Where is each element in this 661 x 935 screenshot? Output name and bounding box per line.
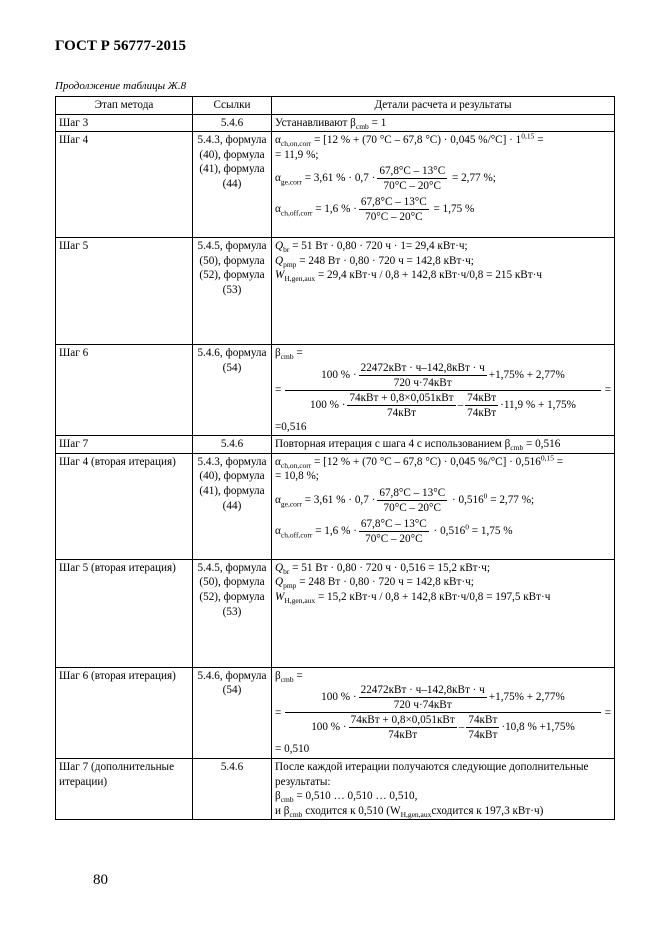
ref-cell: 5.4.6 bbox=[193, 436, 272, 454]
stage-cell: Шаг 6 bbox=[56, 345, 193, 436]
stage-cell: Шаг 3 bbox=[56, 114, 193, 132]
formula-line: $W_{H,gen,aux} = 15,2$ кВт·ч / 0,8 + 142,8 кВт·ч/0,8 = 197,5 кВт·ч bbox=[275, 590, 551, 606]
table-row bbox=[56, 436, 615, 454]
details-cell bbox=[272, 345, 615, 436]
formula-line: = 11,9 %; bbox=[275, 148, 319, 161]
details-cell bbox=[272, 667, 615, 758]
stage-cell: Шаг 6 (вторая итерация) bbox=[56, 667, 193, 758]
fraction: 100 % · $\frac{\text{22472кВт · ч–142,8кВт · ч}}{\text{720 ч·74кВт}}$ +1,75% + 2,77% 100 % · $\frac{\text{74кВт + 0,8×0,051кВт}}{\text{74кВт}}$ – $\frac{\text{74кВт}}{\text{74кВт}}$ ·11,9 % + 1,75% bbox=[285, 361, 600, 420]
table-row bbox=[56, 559, 615, 667]
column-header-refs: Ссылки bbox=[193, 97, 272, 115]
fraction: $\frac{67,8^\circ C - 13^\circ C}{70^\circ C - 20^\circ C}$ bbox=[360, 517, 427, 545]
stage-cell: Шаг 7 (дополнительные итерации) bbox=[56, 758, 193, 819]
formula-line: = 10,8 %; bbox=[275, 470, 319, 483]
ref-cell: 5.4.5, формула (50), формула (52), формула (53) bbox=[193, 238, 272, 345]
details-cell bbox=[272, 559, 615, 667]
calculation-table bbox=[55, 96, 615, 820]
table-row bbox=[56, 758, 615, 819]
details-cell bbox=[272, 758, 615, 819]
formula-line: $Q_{br} = 51$ Вт · 0,80 · 720 ч · 0,516 = 15,2 кВт·ч; bbox=[275, 561, 491, 577]
formula-line: $Q_{pmp} = 248$ Вт · 0,80 · 720 ч = 142,8 кВт·ч; bbox=[275, 254, 474, 269]
stage-cell: Шаг 7 bbox=[56, 436, 193, 454]
formula-line: $Q_{pmp} = 248$ Вт · 0,80 · 720 ч = 142,8 кВт·ч; bbox=[275, 576, 474, 591]
big-fraction-formula: = 100 % · $\frac{\text{22472кВт · ч–142,8кВт · ч}}{\text{720 ч·74кВт}}$ +1,75% + 2,77% 100 % · $\frac{\text{74кВт + 0,8×0,051кВт}}{\text{74кВт}}$ – $\frac{\text{74кВт}}{\text{74кВт}}$ ·10,8 % +1,75% = bbox=[275, 684, 611, 742]
table-row bbox=[56, 114, 615, 132]
document-header: ГОСТ Р 56777-2015 bbox=[55, 38, 187, 54]
details-cell bbox=[272, 453, 615, 559]
table-row bbox=[56, 238, 615, 345]
formula-line: $\beta_{cmb} = 0,510$ … 0,510 … 0,510, bbox=[275, 790, 418, 805]
formula-line: После каждой итерации получаются следующие дополнительные результаты: bbox=[275, 760, 589, 788]
ref-cell: 5.4.3, формула (40), формула (41), формула (44) bbox=[193, 453, 272, 559]
ref-cell: 5.4.6, формула (54) bbox=[193, 667, 272, 758]
table-row bbox=[56, 345, 615, 436]
formula-line: $\beta_{cmb}$ = bbox=[275, 669, 303, 685]
table-caption: Продолжение таблицы Ж.8 bbox=[55, 80, 187, 92]
fraction: $\frac{67,8^\circ C - 13^\circ C}{70^\circ C - 20^\circ C}$ bbox=[379, 486, 446, 514]
formula-line: $\alpha_{ch,on,corr} = [12$ % + (70 °C – 67,8 °C) · 0,045 $\%/^\circ C] \cdot 0,516^{0,15}$ = bbox=[275, 453, 564, 471]
ref-cell: 5.4.5, формула (50), формула (52), формула (53) bbox=[193, 559, 272, 667]
stage-cell: Шаг 5 (вторая итерация) bbox=[56, 559, 193, 667]
formula-line: $\alpha_{ch,off,corr} = 1,6$ % · $\frac{67,8^\circ C - 13^\circ C}{70^\circ C - 20^\circ C}$ = 1,75 % bbox=[275, 196, 475, 224]
page-number: 80 bbox=[93, 872, 108, 888]
stage-cell: Шаг 5 bbox=[56, 238, 193, 345]
formula-line: $Q_{br} = 51$ Вт · 0,80 · 720 ч · 1= 29,4 кВт·ч; bbox=[275, 240, 468, 255]
fraction: $\frac{67,8^\circ C - 13^\circ C}{70^\circ C - 20^\circ C}$ bbox=[379, 165, 446, 193]
formula-line: =0,516 bbox=[275, 420, 307, 433]
table-row bbox=[56, 453, 615, 559]
stage-cell: Шаг 4 bbox=[56, 132, 193, 238]
fraction: $\frac{67,8^\circ C - 13^\circ C}{70^\circ C - 20^\circ C}$ bbox=[360, 196, 427, 224]
ref-cell: 5.4.6 bbox=[193, 114, 272, 132]
details-cell bbox=[272, 132, 615, 238]
ref-cell: 5.4.6 bbox=[193, 758, 272, 819]
formula-line: и $\beta_{cmb}$ сходится к 0,510 ($W_{H,gen,aux}сходится$ к 197,3 кВт·ч) bbox=[275, 804, 544, 819]
formula-line: $\alpha_{ch,off,corr} = 1,6$ % · $\frac{67,8^\circ C - 13^\circ C}{70^\circ C - 20^\circ C}$ · $0,516^0 = 1,75$ % bbox=[275, 517, 513, 545]
formula-line: $\alpha_{ge,corr} = 3,61$ % · 0,7 · $\frac{67,8^\circ C - 13^\circ C}{70^\circ C - 20^\circ C}$ = 2,77 %; bbox=[275, 165, 496, 193]
big-fraction-formula: = 100 % · $\frac{\text{22472кВт · ч–142,8кВт · ч}}{\text{720 ч·74кВт}}$ +1,75% + 2,77% 100 % · $\frac{\text{74кВт + 0,8×0,051кВт}}{\text{74кВт}}$ – $\frac{\text{74кВт}}{\text{74кВт}}$ ·11,9 % + 1,75% = bbox=[275, 361, 611, 419]
ref-cell: 5.4.3, формула (40), формула (41), формула (44) bbox=[193, 132, 272, 238]
fraction: 100 % · $\frac{\text{22472кВт · ч–142,8кВт · ч}}{\text{720 ч·74кВт}}$ +1,75% + 2,77% 100 % · $\frac{\text{74кВт + 0,8×0,051кВт}}{\text{74кВт}}$ – $\frac{\text{74кВт}}{\text{74кВт}}$ ·10,8 % +1,75% bbox=[285, 683, 600, 742]
formula-line: = 0,510 bbox=[275, 743, 310, 756]
details-cell: Устанавливают $\beta_{cmb} = 1$ bbox=[272, 114, 615, 132]
column-header-stage: Этап метода bbox=[56, 97, 193, 115]
column-header-details: Детали расчета и результаты bbox=[272, 97, 615, 115]
table-row bbox=[56, 132, 615, 238]
formula-line: $\alpha_{ch,on,corr} = [12$ % + (70 °C – 67,8 °C) · 0,045 $\%/^\circ C] \cdot 1^{0,15}$ = bbox=[275, 131, 544, 149]
details-cell bbox=[272, 238, 615, 345]
table-row bbox=[56, 667, 615, 758]
formula-line: $W_{H,gen,aux} = 29,4$ кВт·ч / 0,8 + 142,8 кВт·ч/0,8 = 215 кВт·ч bbox=[275, 269, 542, 284]
details-cell: Повторная итерация с шага 4 с использованием $\beta_{cmb} = 0,516$ bbox=[272, 436, 615, 454]
stage-cell: Шаг 4 (вторая итерация) bbox=[56, 453, 193, 559]
formula-line: $\alpha_{ge,corr} = 3,61$ % · 0,7 · $\frac{67,8^\circ C - 13^\circ C}{70^\circ C - 20^\circ C}$ · $0,516^0 = 2,77$ %; bbox=[275, 486, 535, 514]
table-header-row bbox=[56, 97, 615, 115]
formula-line: $\beta_{cmb}$ = bbox=[275, 347, 303, 362]
ref-cell: 5.4.6, формула (54) bbox=[193, 345, 272, 436]
